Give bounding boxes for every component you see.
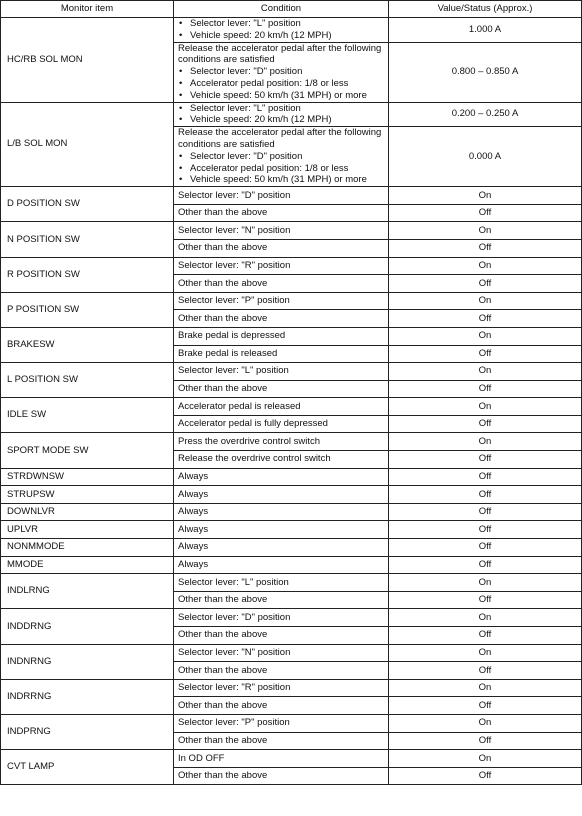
condition-bullet: • Selector lever: "D" position: [178, 151, 384, 163]
value-status-cell: Off: [389, 732, 582, 750]
value-status-cell: On: [389, 222, 582, 240]
condition-intro: Release the accelerator pedal after the following conditions are satisfied: [178, 42, 382, 66]
value-status-cell: On: [389, 433, 582, 451]
table-row: [1, 257, 582, 275]
value-status-cell: Off: [389, 662, 582, 680]
monitor-item-cell: INDPRNG: [1, 714, 174, 749]
table-body: [1, 18, 582, 785]
table-row: [1, 556, 582, 574]
condition-cell: Selector lever: "D" position: [174, 187, 389, 205]
condition-cell: [174, 18, 389, 43]
monitor-item-cell: D POSITION SW: [1, 187, 174, 222]
monitor-item-cell: INDNRNG: [1, 644, 174, 679]
monitor-item-cell: R POSITION SW: [1, 257, 174, 292]
table-row: [1, 486, 582, 504]
value-status-cell: Off: [389, 204, 582, 222]
value-status-cell: Off: [389, 591, 582, 609]
value-status-cell: Off: [389, 275, 582, 293]
condition-cell: Accelerator pedal is fully depressed: [174, 415, 389, 433]
value-status-cell: On: [389, 292, 582, 310]
value-status-cell: Off: [389, 239, 582, 257]
condition-cell: Other than the above: [174, 627, 389, 645]
value-status-cell: On: [389, 327, 582, 345]
monitor-item-cell: STRUPSW: [1, 486, 174, 504]
condition-cell: In OD OFF: [174, 750, 389, 768]
condition-cell: Other than the above: [174, 204, 389, 222]
condition-cell: Selector lever: "R" position: [174, 257, 389, 275]
value-status-cell: 0.000 A: [389, 127, 582, 187]
condition-cell: Selector lever: "N" position: [174, 222, 389, 240]
value-status-cell: On: [389, 574, 582, 592]
header-condition: Condition: [174, 1, 389, 18]
monitor-item-cell: N POSITION SW: [1, 222, 174, 257]
table-row: [1, 327, 582, 345]
monitor-item-cell: HC/RB SOL MON: [1, 18, 174, 103]
value-status-cell: Off: [389, 521, 582, 539]
value-status-cell: On: [389, 257, 582, 275]
table-row: [1, 503, 582, 521]
condition-bullet: • Selector lever: "L" position: [178, 18, 384, 30]
value-status-cell: Off: [389, 556, 582, 574]
monitor-item-cell: NONMMODE: [1, 539, 174, 557]
value-status-cell: 1.000 A: [389, 18, 582, 43]
monitor-item-cell: DOWNLVR: [1, 503, 174, 521]
table-row: [1, 292, 582, 310]
condition-cell: Other than the above: [174, 275, 389, 293]
table-row: [1, 102, 582, 127]
value-status-cell: On: [389, 363, 582, 381]
condition-bullet: • Accelerator pedal position: 1/8 or less: [178, 78, 384, 90]
monitor-item-cell: STRDWNSW: [1, 468, 174, 486]
monitor-item-cell: UPLVR: [1, 521, 174, 539]
condition-bullet: • Vehicle speed: 20 km/h (12 MPH): [178, 30, 384, 42]
monitor-item-cell: L POSITION SW: [1, 363, 174, 398]
header-monitor-item: Monitor item: [1, 1, 174, 18]
monitor-item-cell: INDDRNG: [1, 609, 174, 644]
condition-cell: Always: [174, 539, 389, 557]
table-row: [1, 433, 582, 451]
condition-cell: Other than the above: [174, 767, 389, 785]
value-status-cell: Off: [389, 539, 582, 557]
condition-cell: [174, 102, 389, 127]
monitor-item-cell: P POSITION SW: [1, 292, 174, 327]
condition-cell: Always: [174, 521, 389, 539]
condition-cell: Selector lever: "L" position: [174, 574, 389, 592]
condition-cell: Accelerator pedal is released: [174, 398, 389, 416]
condition-bullet: • Selector lever: "D" position: [178, 66, 384, 78]
condition-cell: Always: [174, 503, 389, 521]
value-status-cell: Off: [389, 697, 582, 715]
condition-cell: Other than the above: [174, 697, 389, 715]
condition-cell: Always: [174, 556, 389, 574]
condition-bullet: • Accelerator pedal position: 1/8 or less: [178, 163, 384, 175]
table-row: [1, 644, 582, 662]
table-row: [1, 363, 582, 381]
monitor-item-cell: CVT LAMP: [1, 750, 174, 785]
value-status-cell: On: [389, 609, 582, 627]
condition-cell: [174, 127, 389, 187]
table-row: [1, 750, 582, 768]
value-status-cell: On: [389, 679, 582, 697]
value-status-cell: Off: [389, 503, 582, 521]
value-status-cell: Off: [389, 767, 582, 785]
value-status-cell: Off: [389, 345, 582, 363]
condition-cell: Always: [174, 486, 389, 504]
value-status-cell: On: [389, 187, 582, 205]
condition-cell: Brake pedal is released: [174, 345, 389, 363]
value-status-cell: Off: [389, 380, 582, 398]
value-status-cell: Off: [389, 310, 582, 328]
table-row: [1, 539, 582, 557]
table-row: [1, 679, 582, 697]
value-status-cell: Off: [389, 627, 582, 645]
condition-cell: Selector lever: "N" position: [174, 644, 389, 662]
value-status-cell: On: [389, 714, 582, 732]
value-status-cell: Off: [389, 486, 582, 504]
condition-cell: Other than the above: [174, 591, 389, 609]
condition-cell: Press the overdrive control switch: [174, 433, 389, 451]
condition-cell: Selector lever: "R" position: [174, 679, 389, 697]
condition-cell: Brake pedal is depressed: [174, 327, 389, 345]
table-row: [1, 468, 582, 486]
value-status-cell: Off: [389, 451, 582, 469]
value-status-cell: 0.200 – 0.250 A: [389, 102, 582, 127]
condition-cell: Selector lever: "P" position: [174, 714, 389, 732]
value-status-cell: On: [389, 644, 582, 662]
condition-bullet: • Vehicle speed: 50 km/h (31 MPH) or more: [178, 174, 384, 186]
condition-cell: Other than the above: [174, 732, 389, 750]
table-row: [1, 398, 582, 416]
condition-cell: Selector lever: "P" position: [174, 292, 389, 310]
table-row: [1, 714, 582, 732]
condition-cell: Release the overdrive control switch: [174, 451, 389, 469]
value-status-cell: 0.800 – 0.850 A: [389, 42, 582, 102]
monitor-item-cell: L/B SOL MON: [1, 102, 174, 187]
value-status-cell: On: [389, 750, 582, 768]
monitor-item-cell: BRAKESW: [1, 327, 174, 362]
condition-cell: Selector lever: "D" position: [174, 609, 389, 627]
monitor-item-cell: INDRRNG: [1, 679, 174, 714]
table-row: [1, 609, 582, 627]
value-status-cell: Off: [389, 415, 582, 433]
condition-cell: Always: [174, 468, 389, 486]
condition-cell: Other than the above: [174, 310, 389, 328]
value-status-cell: On: [389, 398, 582, 416]
condition-cell: [174, 42, 389, 102]
condition-intro: Release the accelerator pedal after the following conditions are satisfied: [178, 127, 382, 150]
table-row: [1, 222, 582, 240]
monitor-item-cell: IDLE SW: [1, 398, 174, 433]
monitor-item-cell: MMODE: [1, 556, 174, 574]
condition-bullet: • Vehicle speed: 20 km/h (12 MPH): [178, 114, 384, 126]
table-row: [1, 18, 582, 43]
condition-cell: Other than the above: [174, 239, 389, 257]
condition-cell: Other than the above: [174, 662, 389, 680]
condition-cell: Other than the above: [174, 380, 389, 398]
value-status-cell: Off: [389, 468, 582, 486]
condition-bullet: • Vehicle speed: 50 km/h (31 MPH) or more: [178, 90, 384, 102]
table-row: [1, 521, 582, 539]
condition-cell: Selector lever: "L" position: [174, 363, 389, 381]
monitor-item-cell: INDLRNG: [1, 574, 174, 609]
table-row: [1, 574, 582, 592]
condition-bullet: • Selector lever: "L" position: [178, 103, 384, 115]
table-row: [1, 187, 582, 205]
header-row: [1, 1, 582, 18]
header-value-status: Value/Status (Approx.): [389, 1, 582, 18]
monitor-item-cell: SPORT MODE SW: [1, 433, 174, 468]
